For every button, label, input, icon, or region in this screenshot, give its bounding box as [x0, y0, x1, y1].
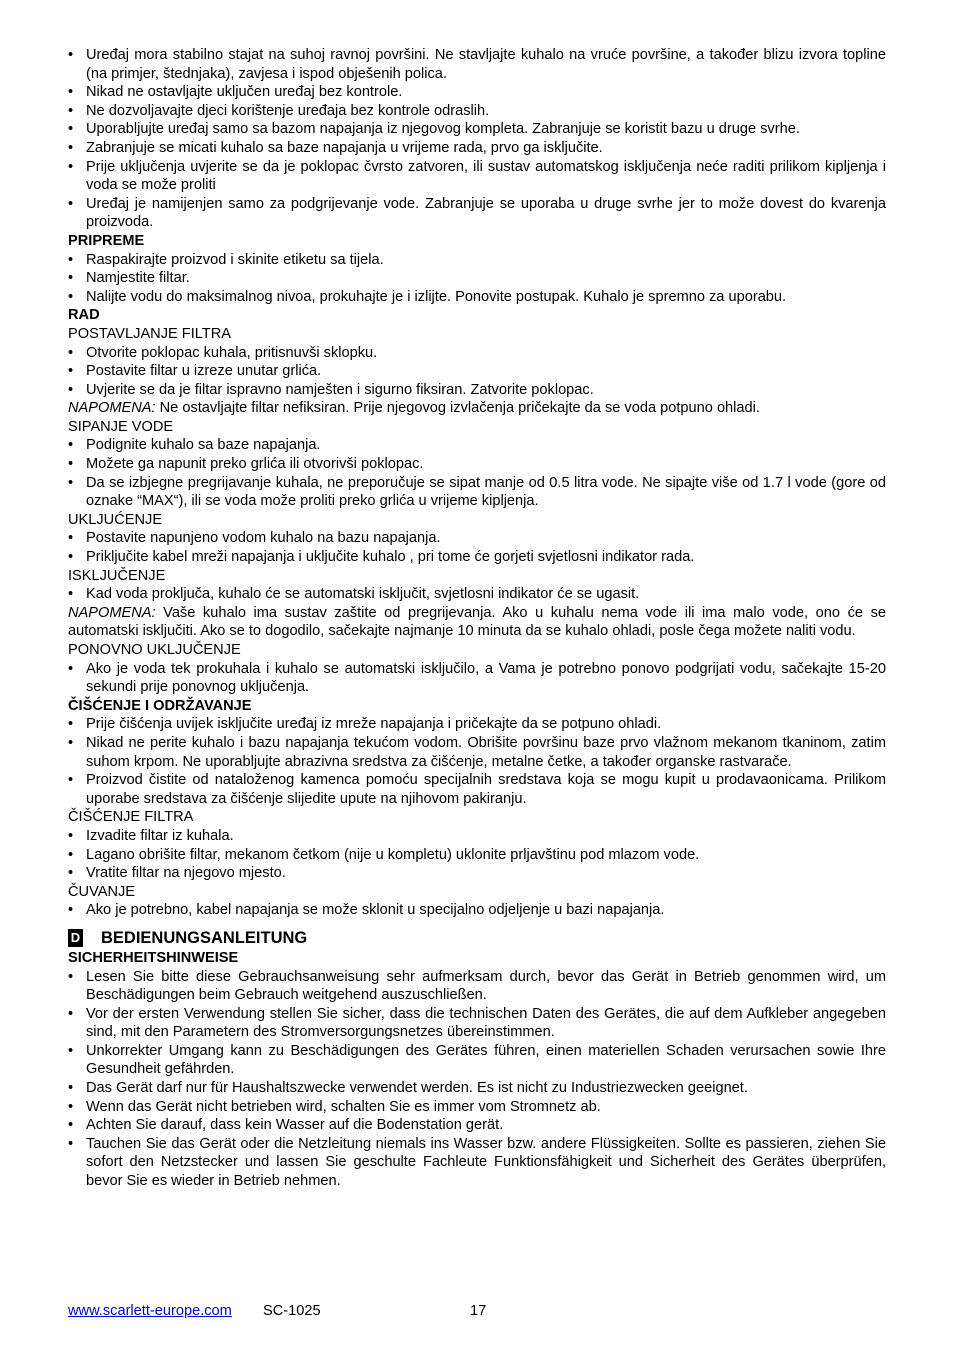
list-item-text: Zabranjuje se micati kuhalo sa baze napajanja u vrijeme rada, prvo ga isključite.: [86, 139, 603, 156]
subsection-heading: UKLJUĆENJE: [68, 511, 163, 528]
list-item-text: Proizvod čistite od nataloženog kamenca pomoću specijalnih sredstava koja se mogu kupit u prodavaonicama. Prilikom uporabe sredstava za čišćenje slijedite upute na njihovom pakiranju.: [86, 772, 886, 807]
list-item-text: Kad voda proključa, kuhalo će se automatski isključit, svjetlosni indikator će se ugasit.: [86, 586, 640, 603]
list-item-text: Uređaj mora stabilno stajat na suhoj ravnoj površini. Ne stavljajte kuhalo na vruće površine, a također blizu izvora topline (na primjer, štednjaka), zavjesa i ispod obješenih polica.: [86, 47, 886, 82]
subsection-heading: ČIŠĆENJE FILTRA: [68, 809, 194, 826]
bullet-icon: •: [68, 549, 74, 566]
list-item-text: Da se izbjegne pregrijavanje kuhala, ne preporučuje se sipat manje od 0.5 litra vode. Ne sipajte više od 1.7 l vode (gore od oznake “MAX“), ili se voda može proliti preko grlića u vrijeme kipljenja.: [86, 474, 886, 510]
section-heading: ČIŠĆENJE I ODRŽAVANJE: [68, 697, 252, 714]
list-item-text: Postavite napunjeno vodom kuhalo na bazu napajanja.: [86, 530, 441, 547]
list-item: [68, 864, 886, 883]
bullet-icon: •: [68, 158, 74, 175]
subsection-heading: ISKLJUČENJE: [68, 567, 166, 584]
page-footer: [68, 1303, 886, 1323]
bullet-icon: •: [68, 139, 74, 156]
bullet-icon: •: [68, 1005, 74, 1022]
list-item-text: Lagano obrišite filtar, mekanom četkom (nije u kompletu) uklonite prljavštinu pod mlazom vode.: [86, 846, 700, 863]
document-body: [68, 46, 886, 1191]
list-item-text: Unkorrekter Umgang kann zu Beschädigungen des Gerätes führen, einen materiellen Schaden verursachen sowie Ihre Gesundheit gefährden.: [86, 1042, 886, 1078]
list-item-text: Možete ga napunit preko grlića ili otvorivši poklopac.: [86, 456, 424, 473]
list-item-text: Uređaj je namijenjen samo za podgrijevanje vode. Zabranjuje se uporaba u druge svrhe jer to može dovest do kvarenja proizvoda.: [86, 195, 886, 231]
list-item: [68, 529, 886, 548]
section-heading: PRIPREME: [68, 232, 145, 249]
list-item: [68, 102, 886, 121]
bullet-icon: •: [68, 456, 74, 473]
bullet-icon: •: [68, 437, 74, 454]
list-item-text: Tauchen Sie das Gerät oder die Netzleitung niemals ins Wasser bzw. andere Flüssigkeiten. Sollte es passieren, ziehen Sie sofort den Netzstecker und lassen Sie geschulte Fachleute Funktionsfähigkeit und Sicherheit des Gerätes überprüfen, bevor Sie es wieder in Betrieb nehmen.: [86, 1135, 886, 1190]
list-item-text: Vor der ersten Verwendung stellen Sie sicher, dass die technischen Daten des Gerätes, die auf dem Aufkleber angegeben sind, mit den Parametern des Stromversorgungsnetzes übereinstimmen.: [86, 1005, 886, 1041]
list-item-text: Priključite kabel mreži napajanja i uključite kuhalo , pri tome će gorjeti svjetlosni indikator rada.: [86, 549, 695, 566]
list-item: [68, 362, 886, 381]
list-item: [68, 120, 886, 139]
note-paragraph: [68, 604, 886, 641]
note-label: NAPOMENA:: [68, 400, 156, 417]
list-item-text: Das Gerät darf nur für Haushaltszwecke verwendet werden. Es ist nicht zu Industriezwecken geeignet.: [86, 1080, 748, 1097]
list-item: [68, 158, 886, 195]
bullet-icon: •: [68, 1135, 74, 1152]
bullet-icon: •: [68, 1080, 74, 1097]
bullet-icon: •: [68, 1042, 74, 1059]
language-title-text: BEDIENUNGSANLEITUNG: [101, 928, 308, 947]
list-item: [68, 734, 886, 771]
list-item: [68, 455, 886, 474]
bullet-icon: •: [68, 734, 74, 751]
bullet-icon: •: [68, 1098, 74, 1115]
list-item-text: Vratite filtar na njegovo mjesto.: [86, 865, 286, 882]
list-item: [68, 660, 886, 697]
bullet-icon: •: [68, 344, 74, 361]
bullet-icon: •: [68, 195, 74, 212]
bullet-icon: •: [68, 846, 74, 863]
section-heading: SICHERHEITSHINWEISE: [68, 949, 239, 966]
list-item-text: Izvadite filtar iz kuhala.: [86, 827, 234, 844]
list-item: [68, 195, 886, 232]
list-item-text: Namjestite filtar.: [86, 270, 190, 287]
list-item-text: Postavite filtar u izreze unutar grlića.: [86, 363, 322, 380]
list-item-text: Uporabljujte uređaj samo sa bazom napajanja iz njegovog kompleta. Zabranjuje se koristit bazu u druge svrhe.: [86, 121, 800, 138]
list-item: [68, 771, 886, 808]
subsection-heading: PONOVNO UKLJUČENJE: [68, 642, 241, 658]
list-item: [68, 139, 886, 158]
list-item: [68, 1042, 886, 1079]
list-item: [68, 251, 886, 270]
list-item-text: Raspakirajte proizvod i skinite etiketu sa tijela.: [86, 251, 384, 268]
bullet-icon: •: [68, 363, 74, 380]
list-item: [68, 46, 886, 83]
bullet-icon: •: [68, 381, 74, 398]
list-item-text: Nikad ne ostavljajte uključen uređaj bez kontrole.: [86, 84, 403, 101]
list-item-text: Otvorite poklopac kuhala, pritisnuvši sklopku.: [86, 344, 378, 361]
note-label: NAPOMENA:: [68, 604, 156, 621]
list-item-text: Wenn das Gerät nicht betrieben wird, schalten Sie es immer vom Stromnetz ab.: [86, 1098, 601, 1115]
list-item: [68, 344, 886, 363]
list-item: [68, 901, 886, 920]
bullet-icon: •: [68, 251, 74, 268]
language-badge-icon: D: [68, 929, 83, 947]
list-item: [68, 1005, 886, 1042]
list-item-text: Lesen Sie bitte diese Gebrauchsanweisung sehr aufmerksam durch, bevor das Gerät in Betrieb genommen wird, um Beschädigungen beim Gebrauch weitgehend auszuschließen.: [86, 968, 886, 1004]
model-number: SC-1025: [263, 1303, 321, 1319]
bullet-icon: •: [68, 660, 74, 677]
list-item-text: Podignite kuhalo sa baze napajanja.: [86, 437, 321, 454]
list-item: [68, 548, 886, 567]
bullet-icon: •: [68, 772, 74, 789]
list-item-text: Nalijte vodu do maksimalnog nivoa, prokuhajte je i izlijte. Ponovite postupak. Kuhalo je spremno za uporabu.: [86, 288, 787, 305]
bullet-icon: •: [68, 530, 74, 547]
bullet-icon: •: [68, 270, 74, 287]
bullet-icon: •: [68, 902, 74, 919]
list-item: [68, 474, 886, 511]
bullet-icon: •: [68, 102, 74, 119]
list-item-text: Nikad ne perite kuhalo i bazu napajanja tekućom vodom. Obrišite površinu baze prvo vlažnom mekanom tkaninom, zatim suhom krpom. Ne uporabljujte abrazivna sredstva za čišćenje, metalne četke, a također organske rastvarače.: [86, 734, 886, 770]
bullet-icon: •: [68, 716, 74, 733]
bullet-icon: •: [68, 288, 74, 305]
note-text: Vaše kuhalo ima sustav zaštite od pregrijevanja. Ako u kuhalu nema vode ili ima malo vode, ono će se automatski isključiti. Ako se to dogodilo, sačekajte najmanje 10 minuta da se kuhalo ohladi, posle čega možete naliti vodu.: [68, 604, 886, 640]
bullet-icon: •: [68, 47, 74, 63]
bullet-icon: •: [68, 827, 74, 844]
list-item: [68, 1098, 886, 1117]
list-item-text: Prije čišćenja uvijek isključite uređaj iz mreže napajanja i pričekajte da se potpuno ohladi.: [86, 716, 662, 733]
list-item: [68, 715, 886, 734]
list-item-text: Prije uključenja uvjerite se da je poklopac čvrsto zatvoren, ili sustav automatskog isključenja neće raditi prilikom kipljenja i voda se može proliti: [86, 158, 886, 194]
subsection-heading: POSTAVLJANJE FILTRA: [68, 325, 231, 342]
list-item-text: Uvjerite se da je filtar ispravno namješten i sigurno fiksiran. Zatvorite poklopac.: [86, 381, 594, 398]
list-item: [68, 288, 886, 307]
language-section-title: [68, 928, 886, 949]
subsection-heading: SIPANJE VODE: [68, 418, 174, 435]
list-item-text: Ne dozvoljavajte djeci korištenje uređaja bez kontrole odraslih.: [86, 102, 490, 119]
list-item: [68, 381, 886, 400]
list-item: [68, 269, 886, 288]
list-item: [68, 585, 886, 604]
section-heading: RAD: [68, 307, 100, 324]
note-text: Ne ostavljajte filtar nefiksiran. Prije njegovog izvlačenja pričekajte da se voda potpuno ohladi.: [155, 400, 760, 417]
bullet-icon: •: [68, 1117, 74, 1134]
list-item: [68, 1135, 886, 1191]
bullet-icon: •: [68, 586, 74, 603]
bullet-icon: •: [68, 968, 74, 985]
bullet-icon: •: [68, 474, 74, 491]
list-item: [68, 1079, 886, 1098]
list-item: [68, 1116, 886, 1135]
note-paragraph: [68, 399, 886, 418]
bullet-icon: •: [68, 84, 74, 101]
website-link[interactable]: www.scarlett-europe.com: [68, 1303, 232, 1319]
list-item: [68, 436, 886, 455]
list-item: [68, 846, 886, 865]
list-item: [68, 827, 886, 846]
list-item: [68, 968, 886, 1005]
subsection-heading: ČUVANJE: [68, 883, 136, 900]
bullet-icon: •: [68, 121, 74, 138]
list-item: [68, 83, 886, 102]
bullet-icon: •: [68, 865, 74, 882]
list-item-text: Ako je voda tek prokuhala i kuhalo se automatski isključilo, a Vama je potrebno ponovo podgrijati vodu, sačekajte 15-20 sekundi prije ponovnog uključenja.: [86, 660, 886, 696]
page-number: 17: [470, 1303, 487, 1319]
list-item-text: Achten Sie darauf, dass kein Wasser auf die Bodenstation gerät.: [86, 1117, 504, 1134]
list-item-text: Ako je potrebno, kabel napajanja se može sklonit u specijalno odjeljenje u bazi napajanja.: [86, 902, 665, 919]
